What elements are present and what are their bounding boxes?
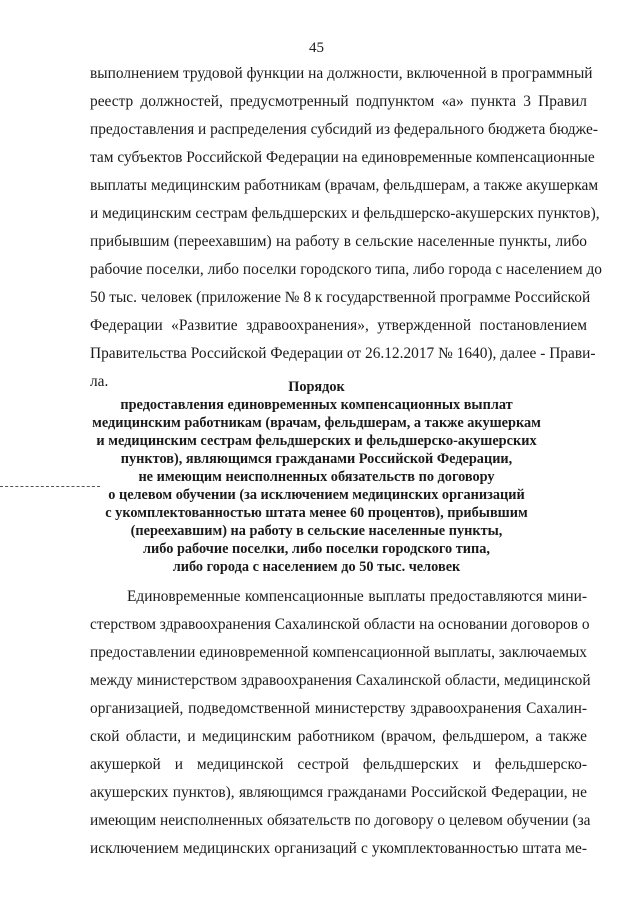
- heading-line: не имеющим неисполненных обязательств по договору: [138, 469, 495, 485]
- text-line: 50 тыс. человек (приложение № 8 к государственной программе Российской: [90, 289, 591, 306]
- heading-line: предоставления единовременных компенсационных выплат: [120, 397, 513, 413]
- heading-line: пунктов), являющимся гражданами Российской Федерации,: [120, 451, 513, 467]
- text-line: Единовременные компенсационные выплаты предоставляются мини-: [127, 588, 587, 605]
- text-line: предоставления и распределения субсидий из федерального бюджета бюдже-: [90, 121, 598, 138]
- text-line: Правительства Российской Федерации от 26.12.2017 № 1640), далее - Прави-: [90, 345, 596, 362]
- text-line: прибывшим (переехавшим) на работу в сельские населенные пункты, либо: [90, 233, 587, 250]
- heading-line: медицинским работникам (врачам, фельдшерам, а также акушеркам: [92, 415, 541, 431]
- page-number: 45: [309, 40, 324, 56]
- heading-line: о целевом обучении (за исключением медицинских организаций: [108, 487, 525, 503]
- margin-dash-mark: [0, 486, 100, 487]
- text-line: стерством здравоохранения Сахалинской области на основании договоров о: [90, 616, 590, 633]
- text-line: выполнением трудовой функции на должности, включенной в программный: [90, 65, 593, 82]
- text-line: там субъектов Российской Федерации на единовременные компенсационные: [90, 149, 595, 166]
- text-line: организацией, подведомственной министерству здравоохранения Сахалин-: [90, 700, 587, 717]
- heading-line: с укомплектованностью штата менее 60 процентов), прибывшим: [105, 505, 528, 521]
- heading-line: и медицинским сестрам фельдшерских и фельдшерско-акушерских: [96, 433, 537, 449]
- text-line: и медицинским сестрам фельдшерских и фельдшерско-акушерских пунктов),: [90, 205, 600, 222]
- text-line: предоставлении единовременной компенсационной выплаты, заключаемых: [90, 644, 587, 661]
- text-line: между министерством здравоохранения Сахалинской области, медицинской: [90, 672, 591, 689]
- heading-line: либо рабочие поселки, либо поселки городского типа,: [143, 541, 490, 557]
- text-line: исключением медицинских организаций с укомплектованностью штата ме-: [90, 840, 587, 857]
- text-line: ла.: [90, 373, 109, 390]
- text-line: ской области, и медицинским работником (врачом, фельдшером, а также: [90, 728, 587, 745]
- heading-title: Порядок: [288, 379, 345, 395]
- text-line: Федерации «Развитие здравоохранения», утвержденной постановлением: [90, 317, 587, 334]
- heading-line: либо города с населением до 50 тыс. человек: [172, 559, 461, 575]
- text-line: акушеркой и медицинской сестрой фельдшерских и фельдшерско-: [90, 756, 587, 773]
- text-line: выплаты медицинским работникам (врачам, фельдшерам, а также акушеркам: [90, 177, 599, 194]
- text-line: рабочие поселки, либо поселки городского типа, либо города с населением до: [90, 261, 602, 278]
- text-line: реестр должностей, предусмотренный подпунктом «а» пункта 3 Правил: [90, 93, 587, 110]
- text-line: имеющим неисполненных обязательств по договору о целевом обучении (за: [90, 812, 591, 829]
- heading-line: (переехавшим) на работу в сельские населенные пункты,: [130, 523, 503, 539]
- text-line: акушерских пунктов), являющимся гражданами Российской Федерации, не: [90, 784, 587, 801]
